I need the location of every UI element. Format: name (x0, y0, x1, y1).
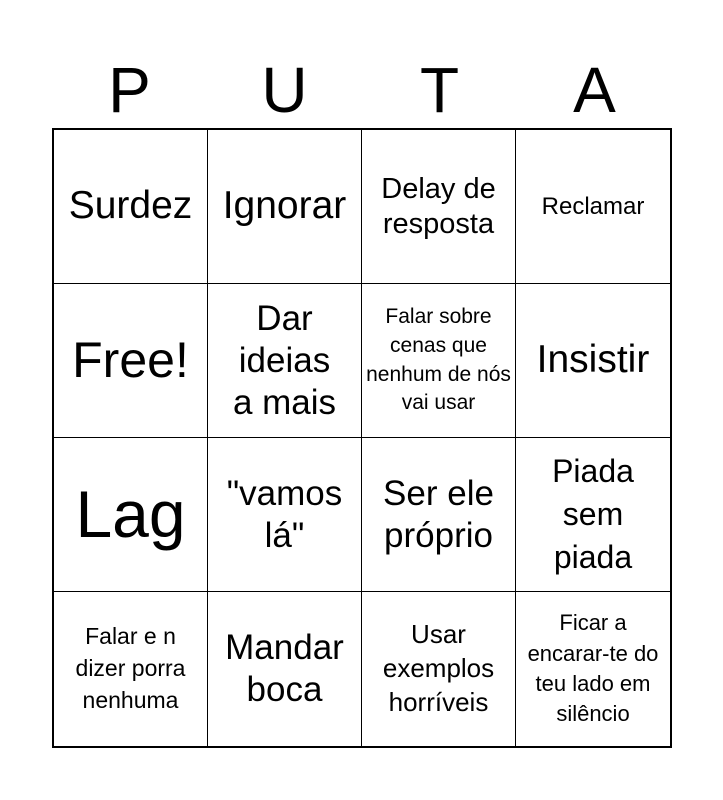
cell-label: Free! (72, 332, 189, 389)
bingo-cell-mandar-boca[interactable] (208, 592, 362, 746)
bingo-cell-insistir[interactable] (516, 284, 670, 438)
cell-label: Delay de resposta (381, 172, 496, 240)
header-letter-a: A (573, 54, 616, 126)
cell-label: Ficar a encarar-te do teu lado em silêncio (527, 610, 659, 727)
cell-label: Dar ideias a mais (232, 298, 337, 422)
bingo-cell-dar-ideias-a-mais[interactable] (208, 284, 362, 438)
cell-label: Insistir (536, 338, 650, 382)
bingo-cell-falar-sobre-cenas[interactable] (362, 284, 516, 438)
bingo-cell-ignorar[interactable] (208, 130, 362, 284)
bingo-cell-surdez[interactable] (54, 130, 208, 284)
bingo-cell-falar-e-n-dizer[interactable] (54, 592, 208, 746)
header-letter-u: U (261, 54, 308, 126)
cell-label: Lag (75, 476, 186, 551)
cell-label: Falar sobre cenas que nenhum de nós vai usar (366, 304, 511, 415)
bingo-cell-lag[interactable] (54, 438, 208, 592)
bingo-header (52, 50, 672, 130)
cell-label: Piada sem piada (552, 452, 634, 576)
cell-label: "vamos lá" (226, 473, 343, 555)
bingo-cell-delay-de-resposta[interactable] (362, 130, 516, 284)
cell-label: Falar e n dizer porra nenhuma (75, 623, 186, 713)
header-letter-p: P (108, 54, 151, 126)
cell-label: Surdez (68, 184, 193, 228)
cell-label: Reclamar (541, 192, 645, 220)
bingo-cell-piada-sem-piada[interactable] (516, 438, 670, 592)
bingo-cell-ficar-a-encarar-te[interactable] (516, 592, 670, 746)
bingo-cell-ser-ele-proprio[interactable] (362, 438, 516, 592)
bingo-cell-reclamar[interactable] (516, 130, 670, 284)
cell-label: Ignorar (222, 184, 347, 228)
cell-label: Mandar boca (225, 628, 344, 709)
cell-label: Ser ele próprio (383, 473, 494, 555)
cell-label: Usar exemplos horríveis (382, 619, 495, 717)
header-letter-t: T (419, 54, 460, 126)
bingo-cell-free[interactable] (54, 284, 208, 438)
bingo-cell-vamos-la[interactable] (208, 438, 362, 592)
bingo-cell-usar-exemplos-horriveis[interactable] (362, 592, 516, 746)
bingo-board (52, 128, 672, 748)
